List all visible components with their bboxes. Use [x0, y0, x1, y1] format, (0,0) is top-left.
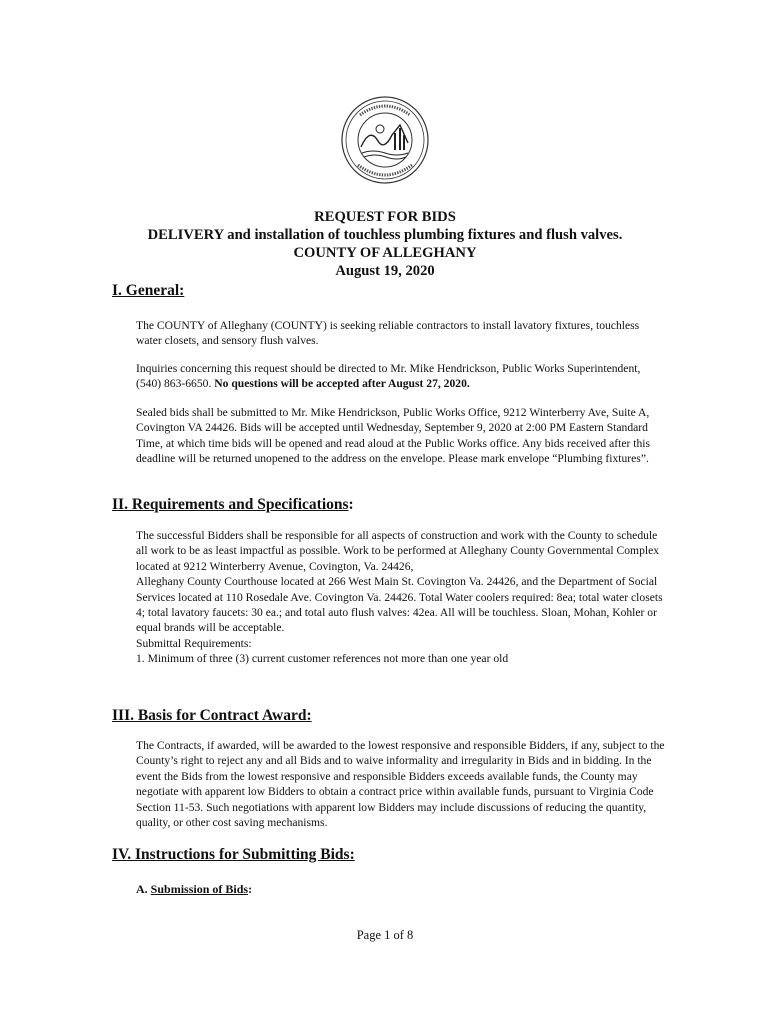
subsection-label: Submission of Bids [150, 882, 249, 896]
subsection-prefix: A. [136, 882, 151, 896]
section-1-heading-text: I. General: [112, 282, 185, 299]
page-number: Page 1 of 8 [356, 928, 414, 942]
title-line-4: August 19, 2020 [335, 263, 435, 279]
subsection-colon: : [248, 882, 253, 896]
section-2-paragraph [136, 528, 666, 667]
title-line-1: REQUEST FOR BIDS [314, 209, 456, 225]
section-3-heading [112, 707, 312, 725]
section-3-paragraph: The Contracts, if awarded, will be awarded to the lowest responsive and responsible Bidders, if any, subject to the County’s right to reject any and all Bids and to waive informality and irregularity in Bids and in bidding. In the event the Bids from the lowest responsive and responsible Bidders exceeds available funds, the County may negotiate with apparent low Bidders to obtain a contract price within available funds, pursuant to Virginia Code Section 11-53. Such negotiations with apparent low Bidders may include discussions of reducing the quantity, quality, or other cost saving mechanisms. [136, 739, 665, 830]
subsection-submission-of-bids [136, 882, 252, 897]
section-2-heading [112, 496, 354, 514]
section-4-heading-text: IV. Instructions for Submitting Bids: [112, 846, 355, 863]
title-block [0, 208, 770, 280]
submittal-requirements-label: Submittal Requirements: [136, 636, 252, 650]
section-1-deadline-notice: No questions will be accepted after August 27, 2020. [214, 377, 470, 391]
section-1-paragraph-2-text: Inquiries concerning this request should be directed to Mr. Mike Hendrickson, Public Works Superintendent, (540) 863-6650. [136, 362, 641, 391]
section-2-paragraph-part-b: Alleghany County Courthouse located at 266 West Main St. Covington Va. 24426, and the Department of Social Services located at 110 Rosedale Ave. Covington Va. 24426. Total Water coolers required: 8ea; total water closets 4; total lavatory faucets: 30 ea.; and total auto flush valves: 42ea. All will be touchless. Sloan, Mohan, Kohler or equal brands will be acceptable. [136, 575, 663, 635]
section-4-heading [112, 846, 355, 864]
section-2-paragraph-part-a: The successful Bidders shall be responsible for all aspects of construction and work with the County to schedule all work to be as least impactful as possible. Work to be performed at Alleghany County Governmental Complex located at 9212 Winterberry Avenue, Covington, Va. 24426, [136, 529, 660, 573]
title-line-3: COUNTY OF ALLEGHANY [293, 245, 477, 261]
submittal-requirement-1: 1. Minimum of three (3) current customer references not more than one year old [136, 652, 509, 666]
section-1-paragraph-3: Sealed bids shall be submitted to Mr. Mike Hendrickson, Public Works Office, 9212 Winterberry Ave, Suite A, Covington VA 24426. Bids will be accepted until Wednesday, September 9, 2020 at 2:00 PM Eastern Standard Time, at which time bids will be opened and read aloud at the Public Works office. Any bids received after this deadline will be returned unopened to the address on the envelope. Please mark envelope “Plumbing fixtures”. [136, 406, 651, 466]
title-line-2: DELIVERY and installation of touchless plumbing fixtures and flush valves. [147, 227, 623, 243]
section-2-heading-colon: : [348, 496, 354, 513]
section-1-heading [112, 282, 184, 300]
section-2-heading-text: II. Requirements and Specifications [112, 496, 349, 513]
section-1-paragraph-2 [136, 361, 666, 392]
section-3-heading-text: III. Basis for Contract Award: [112, 707, 312, 724]
section-1-paragraph-1: The COUNTY of Alleghany (COUNTY) is seeking reliable contractors to install lavatory fixtures, touchless water closets, and sensory flush valves. [136, 319, 640, 348]
county-seal-logo [340, 95, 430, 185]
